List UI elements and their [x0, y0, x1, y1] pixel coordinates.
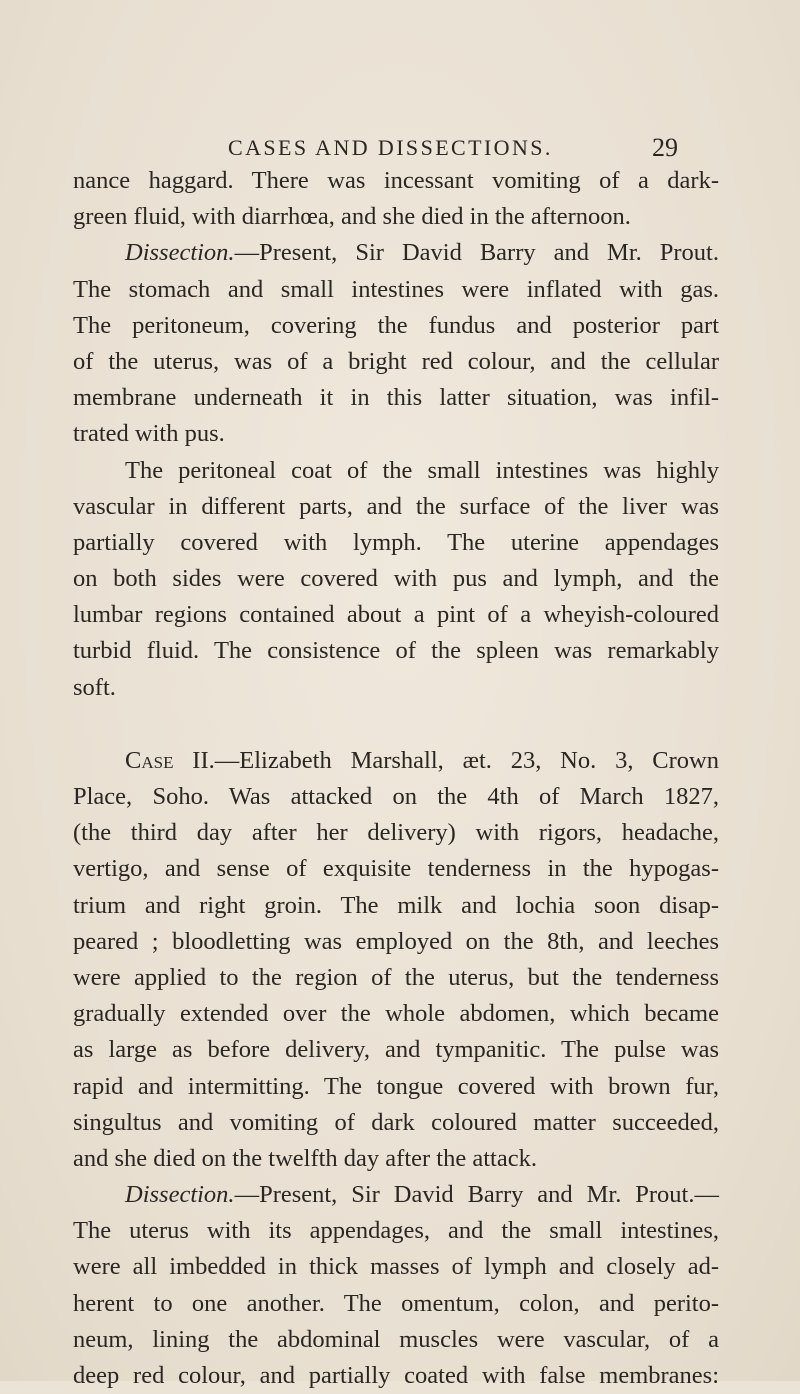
text-line: trium and right groin. The milk and lochia soon disap-	[73, 891, 719, 919]
text-line: green fluid, with diarrhœa, and she died in the afternoon.	[73, 203, 631, 231]
text-line: herent to one another. The omentum, colon, and perito-	[73, 1289, 719, 1317]
text-line: (the third day after her delivery) with rigors, headache,	[73, 819, 719, 847]
case-heading: Case II.	[125, 746, 215, 774]
text-line: The peritoneal coat of the small intestines was highly	[125, 456, 719, 484]
text-line: vertigo, and sense of exquisite tenderness in the hypogas-	[73, 855, 719, 883]
page-number: 29	[652, 133, 678, 162]
text-line: turbid fluid. The consistence of the spleen was remarkably	[73, 637, 719, 665]
text-line	[73, 1177, 719, 1213]
text-line: The peritoneum, covering the fundus and posterior part	[73, 311, 719, 339]
dissection-heading: Dissection.	[125, 1181, 235, 1209]
paragraph-dissection-2	[73, 1177, 719, 1394]
text-line: The stomach and small intestines were inflated with gas.	[73, 275, 719, 303]
text-run: —Present, Sir David Barry and Mr. Prout.	[234, 239, 719, 267]
body-text	[73, 163, 719, 1394]
text-line: partially covered with lymph. The uterine appendages	[73, 528, 719, 556]
text-line: lumbar regions contained about a pint of a wheyish-coloured	[73, 601, 719, 629]
page-header	[0, 130, 800, 166]
text-line: and she died on the twelfth day after the attack.	[73, 1144, 537, 1172]
text-line: neum, lining the abdominal muscles were vascular, of a	[73, 1325, 719, 1353]
dissection-heading: Dissection.	[125, 239, 235, 267]
text-line: were all imbedded in thick masses of lymph and closely ad-	[73, 1253, 719, 1281]
text-line: singultus and vomiting of dark coloured matter succeeded,	[73, 1108, 719, 1136]
text-line: membrane underneath it in this latter situation, was infil-	[73, 384, 719, 412]
running-head: CASES AND DISSECTIONS.	[228, 135, 553, 160]
text-line: vascular in different parts, and the surface of the liver was	[73, 492, 719, 520]
text-line: rapid and intermitting. The tongue covered with brown fur,	[73, 1072, 719, 1100]
text-line	[73, 743, 719, 779]
paragraph-peritoneal	[73, 453, 719, 706]
text-line: were applied to the region of the uterus, but the tenderness	[73, 963, 719, 991]
text-run: —Present, Sir David Barry and Mr. Prout.—	[234, 1181, 719, 1209]
paragraph-case-2	[73, 743, 719, 1177]
text-line	[73, 235, 719, 271]
text-line: as large as before delivery, and tympanitic. The pulse was	[73, 1036, 719, 1064]
text-line: nance haggard. There was incessant vomiting of a dark-	[73, 167, 719, 194]
text-line: Place, Soho. Was attacked on the 4th of March 1827,	[73, 783, 719, 810]
text-run: —Elizabeth Marshall, æt. 23, No. 3, Crown	[214, 746, 719, 774]
paragraph-continuation	[73, 163, 719, 235]
text-line: peared ; bloodletting was employed on the 8th, and leeches	[73, 927, 719, 955]
text-line: The uterus with its appendages, and the small intestines,	[73, 1217, 719, 1245]
paragraph-gap	[73, 706, 719, 743]
text-line: on both sides were covered with pus and lymph, and the	[73, 565, 719, 593]
paragraph-dissection-1	[73, 235, 719, 452]
text-line: deep red colour, and partially coated with false membranes:	[73, 1362, 719, 1389]
text-line: gradually extended over the whole abdomen, which became	[73, 1000, 719, 1028]
text-line: trated with pus.	[73, 420, 225, 448]
text-line: soft.	[73, 673, 116, 701]
text-line: of the uterus, was of a bright red colour, and the cellular	[73, 347, 719, 375]
